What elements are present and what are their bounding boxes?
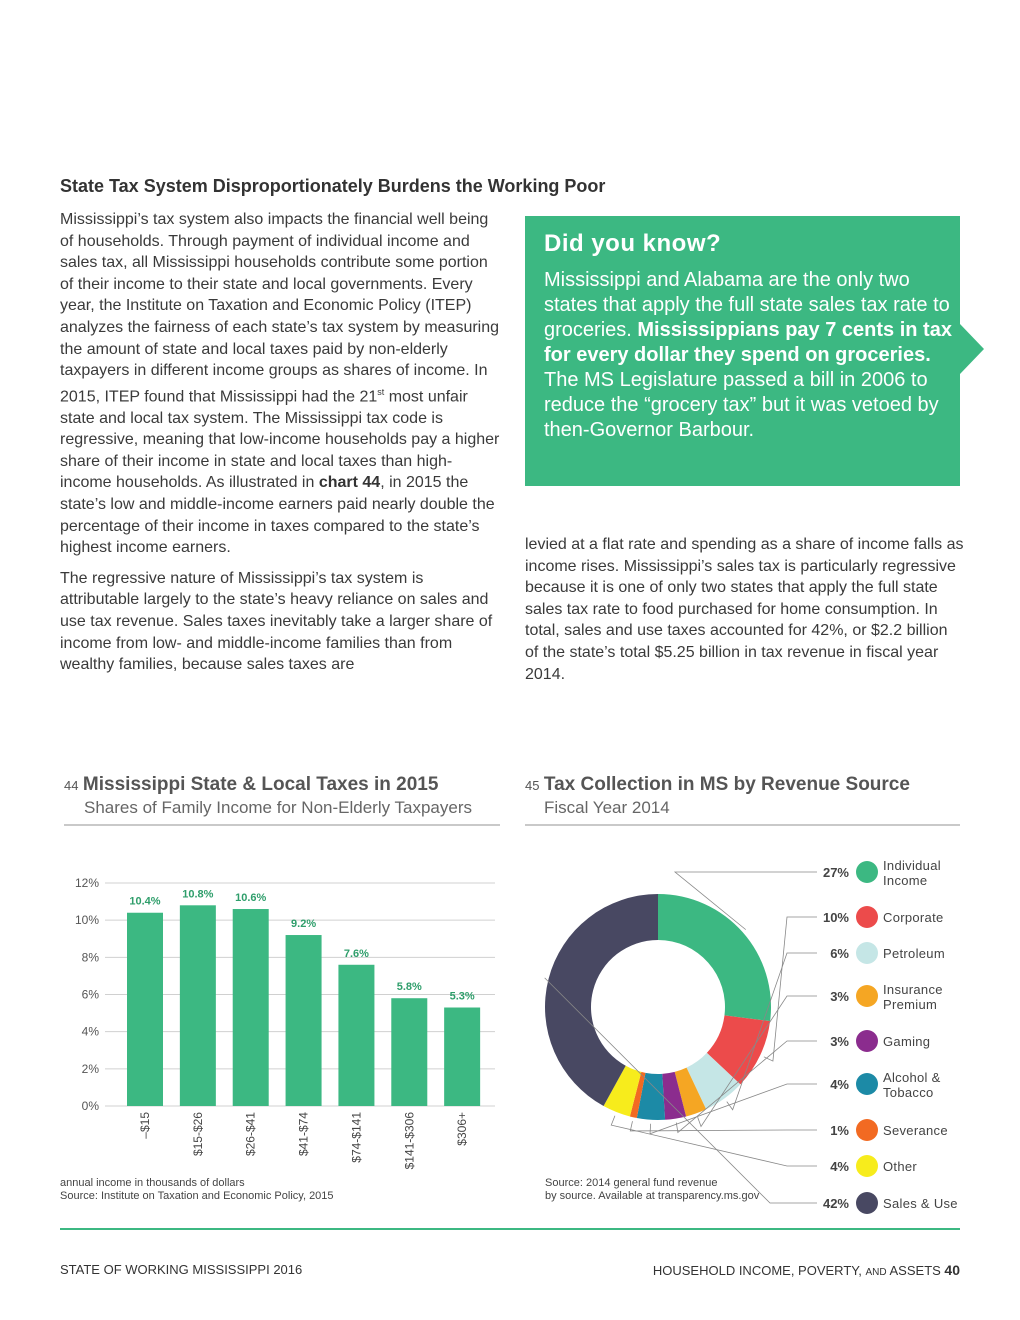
legend-label: Petroleum [883,946,945,961]
x-tick-label: $74-$141 [349,1112,364,1163]
y-tick-label: 12% [74,876,99,890]
legend-label: Other [883,1159,918,1174]
paragraph-1 [60,209,500,559]
footer-rule [60,1228,960,1230]
bar-value-label: 10.6% [235,892,267,905]
footer-right-b: ASSETS [886,1263,945,1278]
chart44-subtitle: Shares of Family Income for Non-Elderly Taxpayers [84,798,473,817]
chart44-title: Mississippi State & Local Taxes in 2015 [82,774,439,795]
y-tick-label: 0% [81,1099,99,1113]
bar [286,935,322,1106]
legend-label: Sales & Use [883,1196,958,1211]
section-heading: State Tax System Disproportionately Burdens the Working Poor [60,176,606,196]
footer-right [600,1262,960,1278]
chart44-note: annual income in thousands of dollars [60,1177,245,1189]
chart45-subtitle: Fiscal Year 2014 [544,798,670,817]
ordinal-suffix: st [377,386,385,397]
legend-label: Tobacco [883,1085,934,1100]
x-tick-label: $41-$74 [296,1112,311,1157]
bar-value-label: 10.8% [182,888,214,901]
chart45-title: Tax Collection in MS by Revenue Source [543,774,910,795]
legend-label: Corporate [883,910,944,925]
legend-swatch [856,1030,878,1052]
slice-percent-label: 6% [830,946,849,961]
callout-arrow [960,324,984,374]
bar [338,965,374,1106]
legend-label: Premium [883,997,938,1012]
slice-percent-label: 3% [830,989,849,1004]
paragraph-3: levied at a flat rate and spending as a share of income falls as income rises. Mississippi’s sales tax is particularly regressive because it is one of only two states that apply the full state sales tax rate to food purchased for home consumption. In total, sales and use taxes accounted for 42%, or $2.2 billion of the state’s total $5.25 billion in tax revenue in fiscal year 2014. [525,536,964,683]
x-tick-label: $15-$26 [190,1112,205,1157]
slice-percent-label: 4% [830,1159,849,1174]
chart44-header [64,774,438,796]
legend-swatch [856,906,878,928]
callout-text-bold: Mississippians pay 7 cents in tax for every dollar they spend on groceries. [544,319,952,366]
slice-percent-label: 1% [830,1123,849,1138]
donut-chart [525,840,965,1220]
bar [391,998,427,1106]
legend-swatch [856,1073,878,1095]
bar-chart [55,860,505,1180]
chart44-source [60,1177,334,1203]
legend-swatch [856,1155,878,1177]
chart45-number: 45 [525,778,540,793]
y-tick-label: 4% [81,1024,99,1039]
did-you-know-callout [525,216,960,486]
bar-value-label: 10.4% [129,895,161,908]
chart-reference: chart 44 [318,474,381,492]
legend-swatch [856,985,878,1007]
slice-percent-label: 42% [822,1196,849,1211]
bar [233,909,269,1106]
x-tick-label: $141-$306 [402,1112,417,1170]
callout-text-b: The MS Legislature passed a bill in 2006 to reduce the “grocery tax” but it was vetoed by then-Governor Barbour. [544,369,939,441]
right-column [525,534,965,685]
leader-line [764,917,817,1061]
bar [180,905,216,1106]
legend-label: Gaming [883,1034,931,1049]
callout-text [544,268,954,443]
leader-line [611,1116,817,1166]
x-tick-label: $306+ [455,1112,470,1146]
slice-percent-label: 10% [822,910,849,925]
legend-swatch [856,861,878,883]
footer-left: STATE OF WORKING MISSISSIPPI 2016 [60,1262,303,1277]
page-number: 40 [944,1262,960,1278]
chart44-number: 44 [64,778,79,793]
callout-title: Did you know? [544,230,722,257]
slice-percent-label: 4% [830,1077,849,1092]
bar [127,913,163,1106]
chart44-rule [64,824,500,826]
legend-swatch [856,1119,878,1141]
legend-label: Income [883,873,928,888]
paragraph-1-text-a: Mississippi’s tax system also impacts the financial well being of households. Through payment of individual income and sales tax, all Mississippi households contribute some portion of their income to their state and local governments. Every year, the Institute on Taxation and Economic Policy (ITEP) analyzes the fairness of each state’s tax system by measuring the amount of state and local taxes paid by non-elderly taxpayers in different income groups as shares of income. In 2015, ITEP found that Mississippi had the 21 [60,211,500,406]
chart45-header [525,774,910,796]
bar-value-label: 5.8% [396,981,422,994]
footer-right-a: HOUSEHOLD INCOME, POVERTY, [652,1263,866,1278]
y-tick-label: 8% [81,950,99,965]
legend-label: Alcohol & [883,1070,941,1085]
slice-percent-label: 3% [830,1034,849,1049]
bar-value-label: 9.2% [291,918,317,931]
chart45-source-line-2: by source. Available at transparency.ms.gov [545,1190,760,1202]
paragraph-2: The regressive nature of Mississippi’s tax system is attributable largely to the state’s heavy reliance on sales and use tax revenue. Sales taxes inevitably take a larger share of income from low- and middle-income families than from wealthy families, because sales taxes are [60,569,493,674]
y-tick-label: 10% [74,913,99,928]
bar-value-label: 7.6% [343,947,369,960]
bar [444,1008,480,1106]
x-tick-label: –$15 [138,1112,152,1139]
legend-label: Severance [883,1123,948,1138]
chart45-source-line-1: Source: 2014 general fund revenue [545,1177,718,1189]
chart45-source [545,1177,759,1203]
paragraph-1-text-c: , in 2015 the state’s low and middle-income earners paid nearly double the percentage of their income in taxes compared to the state’s highest income earners. [60,474,495,557]
legend-label: Individual [883,858,941,873]
y-tick-label: 2% [81,1061,99,1076]
legend-swatch [856,942,878,964]
footer-right-small: AND [865,1267,887,1278]
slice-percent-label: 27% [822,865,849,880]
legend-swatch [856,1192,878,1214]
leader-line [630,1121,817,1131]
chart45-rule [525,824,960,826]
donut-slice [658,894,771,1021]
y-tick-label: 6% [81,987,99,1002]
chart44-source-text: Source: Institute on Taxation and Economic Policy, 2015 [60,1190,334,1202]
paragraph-1-text-b: most unfair state and local tax system. The Mississippi tax code is regressive, meaning that low-income households pay a higher share of their income in state and local taxes than high-income households. As illustrated in [60,388,500,492]
legend-label: Insurance [883,982,943,997]
x-tick-label: $26-$41 [243,1112,258,1157]
left-column [60,209,500,676]
bar-value-label: 5.3% [449,990,475,1003]
callout-text-a: Mississippi and Alabama are the only two states that apply the full state sales tax rate to groceries. [544,269,950,341]
